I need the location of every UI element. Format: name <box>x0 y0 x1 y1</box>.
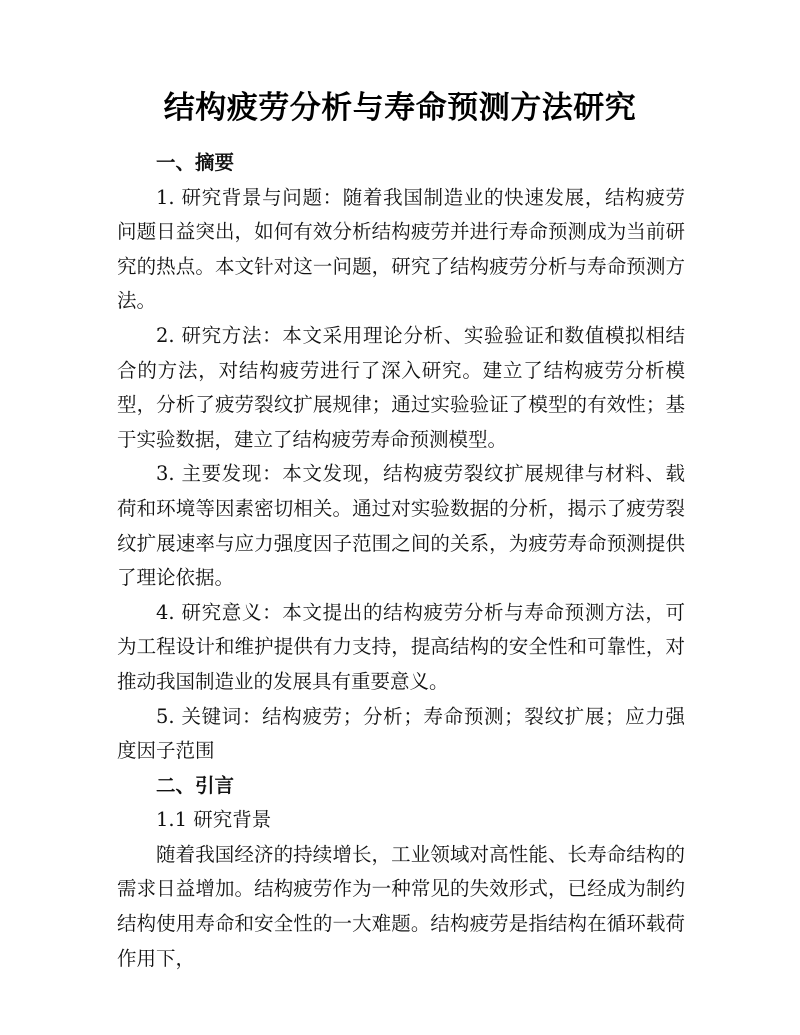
abstract-paragraph-significance: 4. 研究意义：本文提出的结构疲劳分析与寿命预测方法，可为工程设计和维护提供有力支持，提高结构的安全性和可靠性，对推动我国制造业的发展具有重要意义。 <box>117 600 685 693</box>
abstract-paragraph-methods: 2. 研究方法：本文采用理论分析、实验验证和数值模拟相结合的方法，对结构疲劳进行了深入研究。建立了结构疲劳分析模型，分析了疲劳裂纹扩展规律；通过实验验证了模型的有效性；基于实验数据，建立了结构疲劳寿命预测模型。 <box>117 323 685 451</box>
document-body <box>117 146 685 976</box>
section-heading-introduction: 二、引言 <box>156 773 235 797</box>
abstract-paragraph-findings: 3. 主要发现：本文发现，结构疲劳裂纹扩展规律与材料、载荷和环境等因素密切相关。通过对实验数据的分析，揭示了疲劳裂纹扩展速率与应力强度因子范围之间的关系，为疲劳寿命预测提供了理论依据。 <box>117 462 685 590</box>
abstract-paragraph-background: 1. 研究背景与问题：随着我国制造业的快速发展，结构疲劳问题日益突出，如何有效分析结构疲劳并进行寿命预测成为当前研究的热点。本文针对这一问题，研究了结构疲劳分析与寿命预测方法。 <box>117 185 685 313</box>
section-heading-abstract: 一、摘要 <box>156 151 235 174</box>
abstract-paragraph-keywords: 5. 关键词：结构疲劳；分析；寿命预测；裂纹扩展；应力强度因子范围 <box>117 704 685 763</box>
introduction-paragraph: 随着我国经济的持续增长，工业领域对高性能、长寿命结构的需求日益增加。结构疲劳作为一种常见的失效形式，已经成为制约结构使用寿命和安全性的一大难题。结构疲劳是指结构在循环载荷作用下， <box>117 842 685 970</box>
document-title: 结构疲劳分析与寿命预测方法研究 <box>163 90 637 126</box>
subsection-heading-research-background: 1.1 研究背景 <box>156 808 272 832</box>
